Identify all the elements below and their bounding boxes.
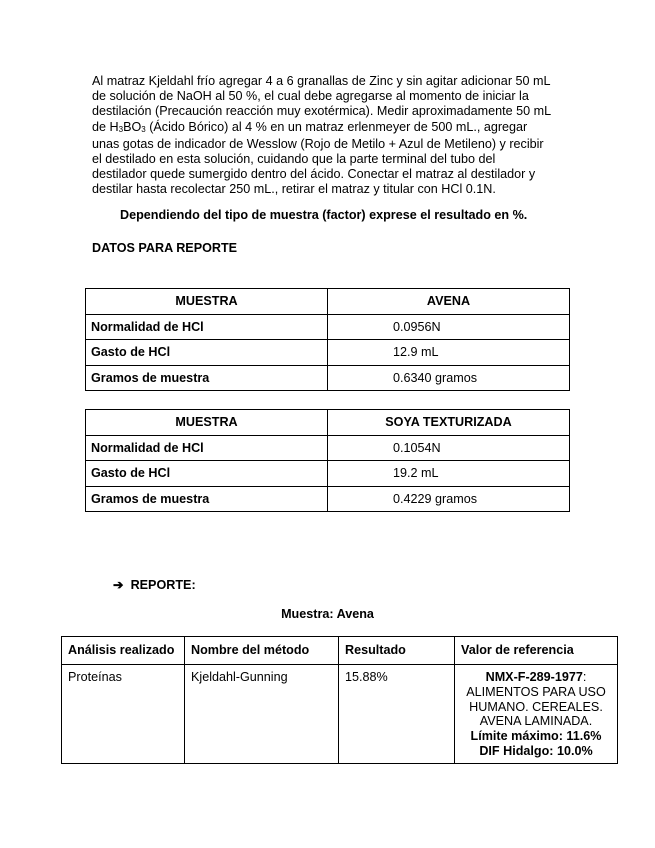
row-value: 0.1054N — [328, 435, 570, 461]
instructions-line: destilar hasta recolectar 250 mL., retirar el matraz y titular con HCl 0.1N. — [92, 182, 496, 197]
table-soya — [85, 409, 570, 512]
resultado-cell: 15.88% — [339, 665, 455, 764]
table-row — [86, 340, 570, 366]
table-header-row — [86, 410, 570, 436]
ref-line: HUMANO. CEREALES. — [469, 699, 603, 714]
table-row — [62, 665, 618, 764]
table-row — [86, 435, 570, 461]
instructions-line: unas gotas de indicador de Wesslow (Rojo de Metilo + Azul de Metileno) y recibir — [92, 136, 544, 151]
header-cell: Nombre del método — [185, 637, 339, 665]
row-value: 12.9 mL — [328, 340, 570, 366]
table-header-row — [62, 637, 618, 665]
header-cell: AVENA — [328, 289, 570, 315]
header-cell: Valor de referencia — [455, 637, 618, 665]
table-row — [86, 314, 570, 340]
row-label: Normalidad de HCl — [86, 314, 328, 340]
table-row — [86, 365, 570, 391]
row-value: 0.4229 gramos — [328, 486, 570, 512]
text-fragment: de H — [92, 119, 119, 134]
ref-limite: Límite máximo: 11.6% — [470, 729, 602, 744]
subscript: 3 — [141, 124, 146, 134]
text-fragment: BO — [123, 119, 142, 134]
ref-norma: NMX-F-289-1977 — [485, 670, 583, 684]
instructions-line: Al matraz Kjeldahl frío agregar 4 a 6 granallas de Zinc y sin agitar adicionar 50 mL — [92, 74, 551, 88]
metodo-cell: Kjeldahl-Gunning — [185, 665, 339, 764]
instructions-line: el destilado en esta solución, cuidando que la parte terminal del tubo del — [92, 152, 496, 167]
instructions-line — [92, 120, 572, 137]
ref-line: AVENA LAMINADA. — [479, 714, 593, 729]
header-cell: MUESTRA — [86, 410, 328, 436]
instructions-line: destilación (Precaución reacción muy exotérmica). Medir aproximadamente 50 mL — [92, 104, 552, 119]
row-label: Gramos de muestra — [86, 365, 328, 391]
result-instruction: Dependiendo del tipo de muestra (factor) exprese el resultado en %. — [120, 208, 528, 222]
header-cell: SOYA TEXTURIZADA — [328, 410, 570, 436]
header-cell: MUESTRA — [86, 289, 328, 315]
header-cell: Análisis realizado — [62, 637, 185, 665]
row-label: Normalidad de HCl — [86, 435, 328, 461]
row-label: Gasto de HCl — [86, 340, 328, 366]
text-fragment: (Ácido Bórico) — [145, 119, 229, 134]
table-avena — [85, 288, 570, 391]
instructions-line: de solución de NaOH al 50 %, el cual debe agregarse al momento de iniciar la — [92, 89, 529, 104]
row-value: 0.0956N — [328, 314, 570, 340]
arrow-icon: ➔ — [113, 578, 124, 592]
row-value: 19.2 mL — [328, 461, 570, 487]
row-value: 0.6340 gramos — [328, 365, 570, 391]
reference-cell — [455, 665, 618, 764]
section-title-datos: DATOS PARA REPORTE — [92, 241, 238, 255]
ref-colon: : — [582, 670, 587, 684]
text-fragment: al 4 % en un matraz erlenmeyer de 500 mL., agregar — [231, 119, 528, 134]
ref-norma-line — [461, 670, 611, 685]
table-row — [86, 486, 570, 512]
instructions-line: destilador quede sumergido dentro del ácido. Conectar el matraz al destilador y — [92, 167, 536, 182]
report-table — [61, 636, 618, 764]
header-cell: Resultado — [339, 637, 455, 665]
sample-title: Muestra: Avena — [281, 607, 374, 621]
row-label: Gasto de HCl — [86, 461, 328, 487]
subscript: 3 — [118, 124, 124, 134]
ref-dif: DIF Hidalgo: 10.0% — [479, 743, 593, 758]
table-row — [86, 461, 570, 487]
table-header-row — [86, 289, 570, 315]
section-title-reporte — [113, 577, 196, 592]
instructions-paragraph — [92, 74, 572, 198]
ref-line: ALIMENTOS PARA USO — [466, 684, 606, 699]
analisis-cell: Proteínas — [62, 665, 185, 764]
row-label: Gramos de muestra — [86, 486, 328, 512]
reporte-label: REPORTE: — [130, 578, 196, 592]
